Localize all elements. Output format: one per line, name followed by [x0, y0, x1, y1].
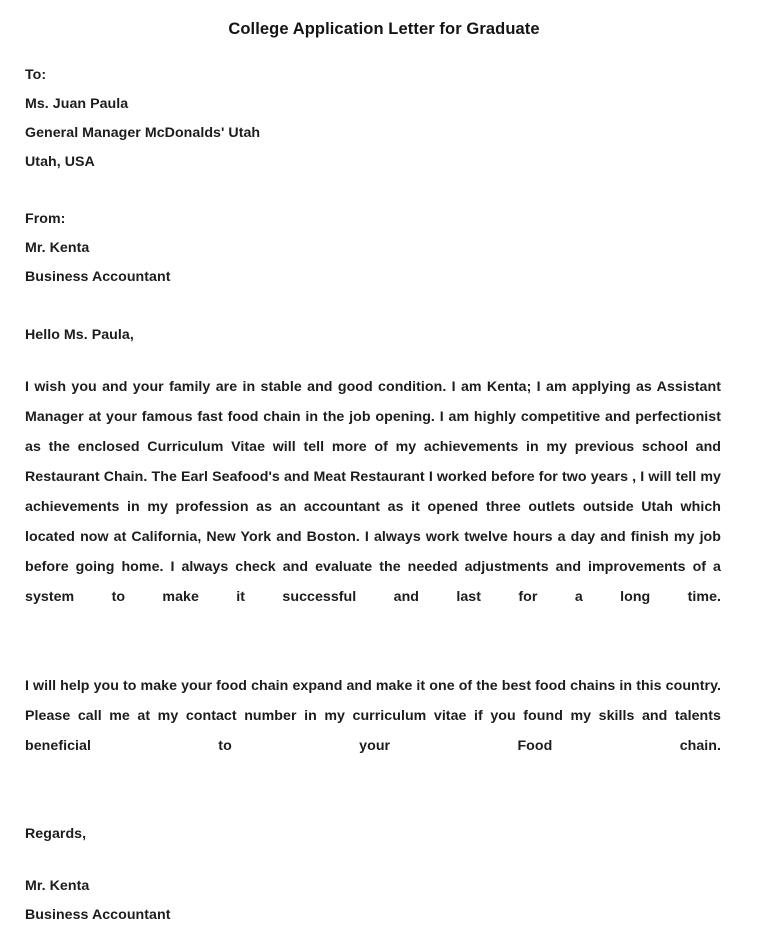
- sender-label: From:: [25, 210, 66, 227]
- signature-name: Mr. Kenta: [25, 877, 90, 894]
- recipient-block: [25, 61, 743, 177]
- sender-block: [25, 205, 743, 292]
- recipient-location: Utah, USA: [25, 153, 95, 170]
- body-paragraph-1: I wish you and your family are in stable and good condition. I am Kenta; I am applying as Assistant Manager at your famous fast food chain in the job opening. I am highly competitive and perfectionist as the enclosed Curriculum Vitae will tell more of my achievements in my previous school and Restaurant Chain. The Earl Seafood's and Meat Restaurant I worked before for two years , I will tell my achievements in my profession as an accountant as it opened three outlets outside Utah which located now at California, New York and Boston. I always work twelve hours a day and finish my job before going home. I always check and evaluate the needed adjustments and improvements of a system to make it successful and last for a long time.: [25, 378, 721, 605]
- closing-salutation: Regards,: [25, 825, 87, 842]
- recipient-name: Ms. Juan Paula: [25, 95, 129, 112]
- recipient-label: To:: [25, 66, 47, 83]
- closing-salutation-block: [25, 820, 743, 849]
- body-paragraph-2: I will help you to make your food chain expand and make it one of the best food chains in this country. Please call me at my contact number in my curriculum vitae if you found my skills and talents beneficial to your Food chain.: [25, 677, 721, 754]
- page-title: College Application Letter for Graduate: [228, 20, 540, 38]
- sender-position: Business Accountant: [25, 268, 171, 285]
- signature-position: Business Accountant: [25, 906, 171, 923]
- sender-name: Mr. Kenta: [25, 239, 90, 256]
- recipient-position: General Manager McDonalds' Utah: [25, 124, 261, 141]
- signature-block: [25, 872, 743, 930]
- greeting-block: [25, 321, 743, 350]
- greeting-line: Hello Ms. Paula,: [25, 326, 134, 343]
